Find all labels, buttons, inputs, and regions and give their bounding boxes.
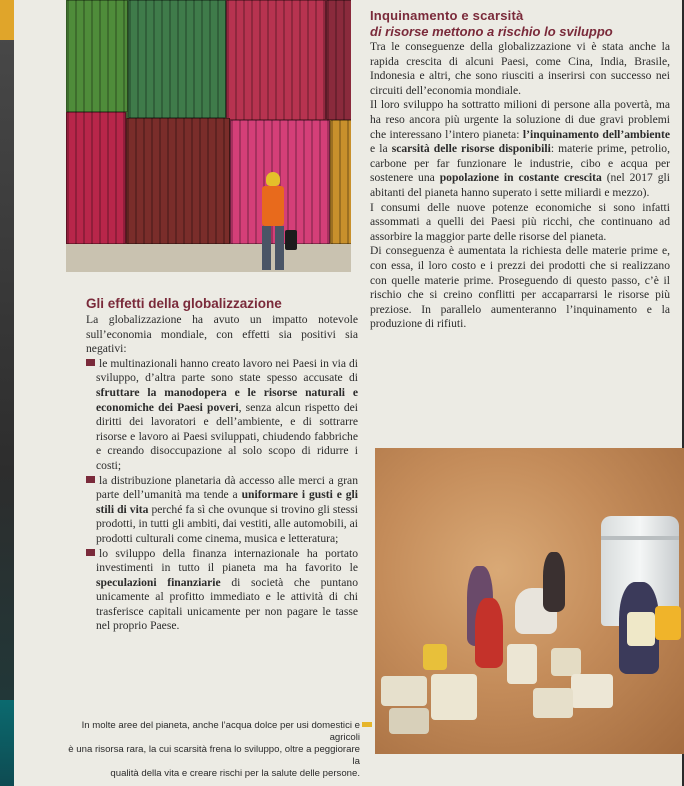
bullet-square-icon [86,549,95,556]
text-run: di società che puntano unicamente al profitto immediato e le attività di chi trasferisce capitali unicamente per non pagare le tasse nel proprio Paese. [96,575,358,633]
worker-helmet [266,172,280,186]
right-column-text [370,40,670,332]
worker-vest [262,186,284,226]
quay-ground [66,244,351,272]
bullet-distribution [86,474,358,547]
bold-speculation: speculazioni finanziarie [96,575,221,589]
containers-photo [66,0,351,272]
left-column-text [86,313,358,634]
worker-bag [285,230,297,250]
paragraph-problems [370,98,670,200]
water-photo [375,448,684,754]
paragraph-growth: Tra le conseguenze della globalizzazione vi è stata anche la rapida crescita di alcuni Paesi, come Cina, India, Brasile, Indonesia e altri, che sono riusciti a inserirsi con successo nei circuiti dell’economia mondiale. [370,40,670,97]
container-red-left [66,112,126,244]
container-brown [126,118,230,244]
text-run: e la [370,142,392,156]
jerrycan [431,674,477,720]
person-back [543,552,565,612]
intro-paragraph: La globalizzazione ha avuto un impatto notevole sull’economia mondiale, con effetti sia positivi sia negativi: [86,313,358,356]
container-magenta-top [226,0,326,120]
section-title: Gli effetti della globalizzazione [86,296,282,311]
container-green [128,0,226,118]
bold-pollution: l’inquinamento dell’ambiente [522,127,670,141]
text-run: perché fa sì che ovunque si trovino gli stessi prodotti, in tutti gli ambiti, dai vestiti, alle automobili, ai prodotti culturali come cinema, musica e letteratura; [96,502,358,545]
text-run: , senza alcun rispetto dei diritti dei lavoratori e dell’ambiente, e di sottrarre risorse e lavoro ai Paesi sviluppati, chiudendo fabbriche e creando disoccupazione al solo scopo di ridurre i costi; [96,400,358,472]
caption-marker [362,722,372,727]
bullet-square-icon [86,476,95,483]
jerrycan-yellow [655,606,681,640]
photo-caption [66,720,360,780]
text-run: (nel 2017 gli abitanti del pianeta hanno superato i sette miliardi e mezzo). [370,171,670,199]
jerrycan [533,688,573,718]
container-red-top-right [326,0,351,120]
jerrycan [551,648,581,676]
title-line-1: Inquinamento e scarsità [370,8,524,23]
caption-line-3: qualità della vita e creare rischi per la salute delle persone. [110,768,360,779]
paragraph-consequences: Di conseguenza è aumentata la richiesta delle materie prime e, con essa, il loro costo e i prezzi dei prodotti che si realizzano con quelle materie prime. Proseguendo di questo passo, c’è il rischio che si creino conflitti per accaparrarsi le risorse più preziose. In parallelo aumenteranno l’inquinamento e la produzione di rifiuti. [370,244,670,331]
bold-scarcity: scarsità delle risorse disponibili [391,142,551,156]
jerrycan [381,676,427,706]
bold-population: popolazione in costante crescita [439,171,602,185]
caption-line-2: è una risorsa rara, la cui scarsità frena lo sviluppo, oltre a peggiorare la [68,744,360,767]
title-line-2: di risorse mettono a rischio lo sviluppo [370,24,613,39]
water-tank-band [601,536,679,540]
bold-exploitation: sfruttare la manodopera e le risorse naturali e economiche dei Paesi poveri [96,385,358,414]
jerrycan [389,708,429,734]
bullet-multinationals [86,357,358,474]
jerrycan-yellow [423,644,447,670]
jerrycan [571,674,613,708]
person-child-red [475,598,503,668]
text-run: Il loro sviluppo ha sottratto milioni di persone alla povertà, ma ha reso ancora più urgente la soluzione di due gravi problemi che interessano l’intero pianeta: [370,98,670,141]
text-run: le multinazionali hanno creato lavoro nei Paesi in via di sviluppo, d’altra parte sono state spesso accusate di [96,356,358,385]
bullet-finance [86,547,358,635]
container-orange [330,120,351,244]
container-green-left [66,0,128,112]
text-run: lo sviluppo della finanza internazionale ha portato investimenti in tutto il pianeta ma ha favorito le [96,546,358,575]
bullet-square-icon [86,359,95,366]
caption-line-1: In molte aree del pianeta, anche l’acqua dolce per usi domestici e agricoli [81,720,360,743]
text-run: la distribuzione planetaria dà accesso alle merci a gran parte dell’umanità ma tende a [96,473,358,502]
worker-legs [262,226,284,270]
text-run: : materie prime, petrolio, carbone per far funzionare le industrie, cibo e acqua per sostenere una [370,142,670,185]
bold-uniform-tastes: uniformare i gusti e gli stili di vita [96,488,358,516]
paragraph-consumption: I consumi delle nuove potenze economiche si sono infatti assommati a quelli dei Paesi più ricchi, che continuano ad assorbire la maggior parte delle risorse del pianeta. [370,200,670,243]
jerrycan [507,644,537,684]
jerrycan [627,612,655,646]
